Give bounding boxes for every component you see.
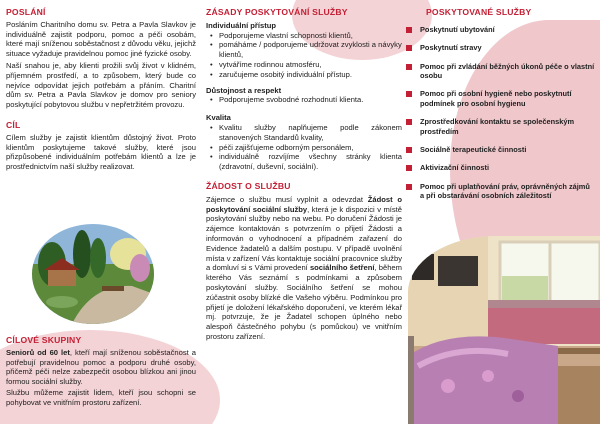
cilove-text-2: Službu můžeme zajistit lidem, kteří jsou schopni se pohybovat ve vnitřním prostoru zařízení. bbox=[6, 387, 196, 407]
poslani-heading: POSLÁNÍ bbox=[6, 7, 46, 17]
list-item: • Podporujeme svobodné rozhodnutí klienta. bbox=[206, 95, 402, 105]
cilove-heading: CÍLOVÉ SKUPINY bbox=[6, 335, 82, 345]
zadost-bold-setreni: sociálního šetření bbox=[309, 263, 375, 273]
list-item: • pomáháme / podporujeme udržovat zvyklosti a návyky klientů, bbox=[206, 40, 402, 60]
kvalita-list bbox=[206, 123, 402, 172]
zadost-heading: ŽÁDOST O SLUŽBU bbox=[206, 180, 291, 191]
dustojnost-list bbox=[206, 95, 402, 105]
list-item: Pomoc při zvládání běžných úkonů péče o vlastní osobu bbox=[406, 62, 596, 81]
list-item: Poskytnutí stravy bbox=[406, 43, 596, 52]
column-left-bottom bbox=[6, 336, 196, 408]
zadost-text bbox=[206, 195, 402, 342]
poslani-text: Posláním Charitního domu sv. Petra a Pavla Slavkov je individuálně zajistit podporu, pomoc a péči osobám, které mají sníženou soběstačnost z důvodu věku, jejichž situace vyžaduje pravidelnou pomoc jiné fyzické osoby. bbox=[6, 19, 196, 59]
sluzby-list bbox=[406, 25, 596, 201]
zadost-part: , během kterého Vás seznámí s podmínkami a způsobem poskytování služby. Sociálního šetření se mohou zúčastnit osoby blízké dle Vašeho výběru. Podmínkou pro přijetí je doložení lékařského doporučení, ve kterém lékař mj. potvrzuje, že je Žadatel schopen úplného nebo alespoň částečného pohybu (s pomůckou) ve vnitřním prostoru zařízení. bbox=[206, 263, 402, 341]
dustojnost-title: Důstojnost a respekt bbox=[206, 85, 282, 95]
column-left bbox=[6, 0, 196, 172]
kvalita-title: Kvalita bbox=[206, 113, 231, 123]
list-item: • péči zajišťujeme odborným personálem, bbox=[206, 143, 402, 153]
list-item: • zaručujeme osobitý individuální přístup. bbox=[206, 70, 402, 80]
list-item: Pomoc při uplatňování práv, oprávněných zájmů a při obstarávání osobních záležitostí bbox=[406, 182, 596, 201]
square-bullet-icon bbox=[406, 91, 412, 97]
list-item: Zprostředkování kontaktu se společenským prostředím bbox=[406, 117, 596, 136]
square-bullet-icon bbox=[406, 184, 412, 190]
garden-photo bbox=[32, 224, 154, 324]
column-middle bbox=[206, 0, 402, 342]
poslani-text-2: Naší snahou je, aby klienti prožili svůj život v klidném, příjemném prostředí, a to způsobem, který bude co nejvíce odpovídat jejich potřebám a přáním. Charitní dům sv. Petra a Pavla Slavkov je domov pro seniory poskytující pobytovou službu v nepřetržitém provozu. bbox=[6, 60, 196, 110]
cil-heading: CÍL bbox=[6, 119, 21, 130]
column-right bbox=[406, 0, 596, 201]
list-item: Pomoc při osobní hygieně nebo poskytnutí podmínek pro osobní hygienu bbox=[406, 89, 596, 108]
zadost-bold-form: Žádost o poskytování sociální služby bbox=[206, 194, 403, 214]
sluzby-heading: POSKYTOVANÉ SLUŽBY bbox=[426, 7, 532, 17]
zasady-heading: ZÁSADY POSKYTOVÁNÍ SLUŽBY bbox=[206, 7, 348, 17]
list-item: • individuálně rozvíjíme všechny stránky klienta (zdravotní, duševní, sociální). bbox=[206, 152, 402, 172]
square-bullet-icon bbox=[406, 64, 412, 70]
cil-text: Cílem služby je zajistit klientům důstojný život. Proto klientům poskytujeme takové služby, které jsou přizpůsobené individuálním potřebám klientů a lze je prostřednictvím naší služby realizovat. bbox=[6, 132, 196, 172]
list-item: • Kvalitu služby naplňujeme podle zákonem stanovených Standardů kvality, bbox=[206, 123, 402, 143]
square-bullet-icon bbox=[406, 45, 412, 51]
individualni-title: Individuální přístup bbox=[206, 20, 277, 30]
zadost-part: Zájemce o službu musí vyplnit a odevzdat bbox=[206, 194, 368, 204]
zadost-part: , která je k dispozici v místě poskytování služby nebo na webu. Po doručení Žádosti je zájemce kontaktován s potvrzením o přijetí Žádosti a informován o vyhodnocení a případném zařazení do Evidence žadatelů a dalším postupu. V případě uvolnění místa v zařízení Vás kontaktuje sociální pracovnice služby a domluví si s Vámi provedení bbox=[206, 204, 403, 273]
square-bullet-icon bbox=[406, 147, 412, 153]
cilove-rest: , kteří mají sníženou soběstačnost a potřebují pravidelnou pomoc a podporu druhé osoby, přičemž péči nelze zabezpečit osobou blízkou ani jinou formou sociální služby. bbox=[6, 347, 196, 387]
square-bullet-icon bbox=[406, 27, 412, 33]
list-item: Poskytnutí ubytování bbox=[406, 25, 596, 34]
individualni-list bbox=[206, 31, 402, 80]
cilove-bold: Seniorů od 60 let bbox=[6, 347, 70, 357]
square-bullet-icon bbox=[406, 165, 412, 171]
cilove-text bbox=[6, 348, 196, 387]
list-item: Sociálně terapeutické činnosti bbox=[406, 145, 596, 154]
list-item: • Podporujeme vlastní schopnosti klientů, bbox=[206, 31, 402, 41]
list-item: • vytváříme rodinnou atmosféru, bbox=[206, 60, 402, 70]
square-bullet-icon bbox=[406, 119, 412, 125]
room-photo bbox=[408, 236, 600, 424]
list-item: Aktivizační činnosti bbox=[406, 163, 596, 172]
